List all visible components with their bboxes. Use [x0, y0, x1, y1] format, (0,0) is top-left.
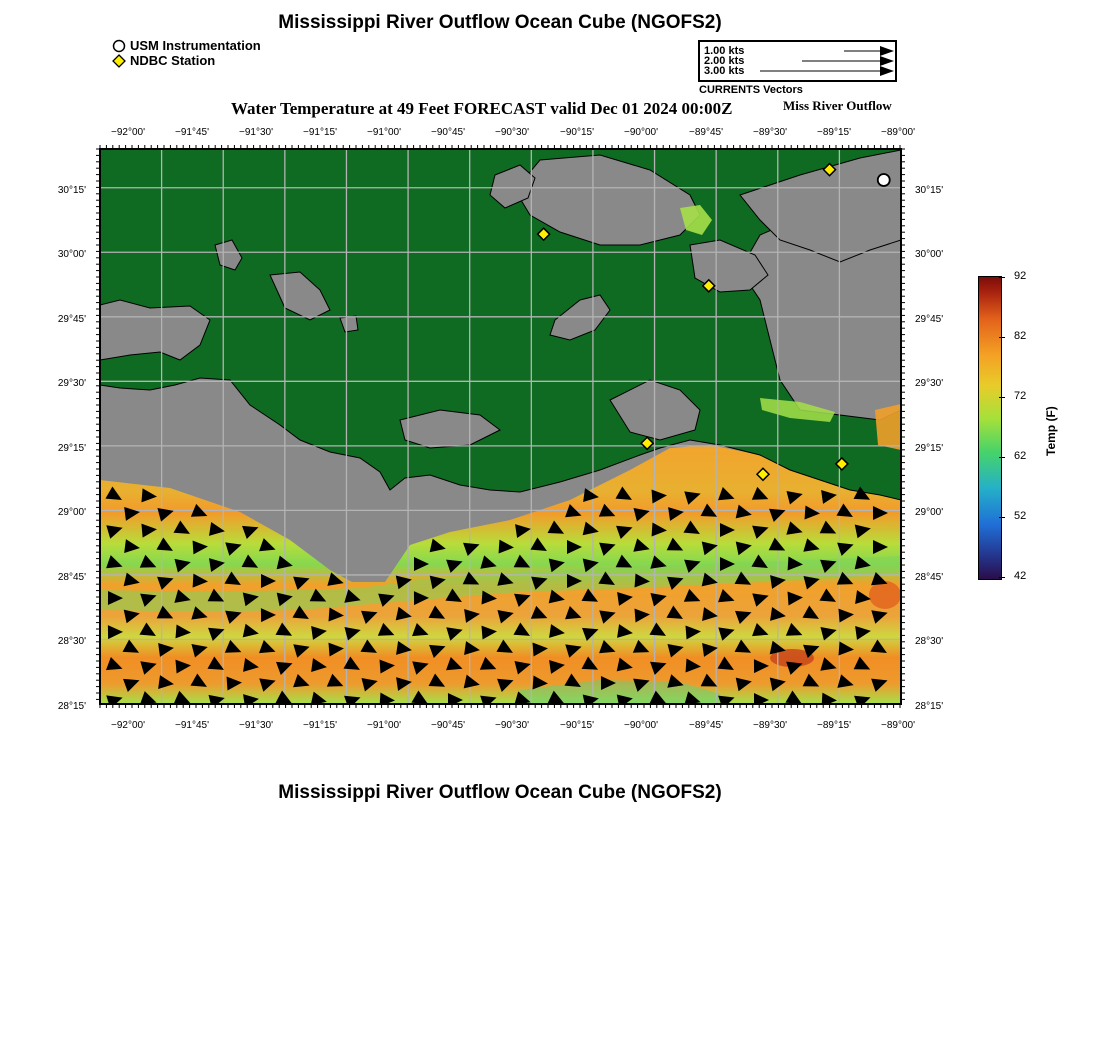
legend-ndbc-label: NDBC Station — [130, 53, 216, 68]
lat-label: 29°30' — [915, 378, 944, 389]
lat-label: 28°45' — [915, 572, 944, 583]
colorbar-tickmark — [999, 517, 1005, 518]
lon-label: −89°00' — [881, 127, 915, 138]
lat-label: 29°45' — [57, 314, 86, 325]
lat-label: 28°30' — [57, 636, 86, 647]
lon-label: −90°15' — [560, 720, 594, 731]
lat-label: 28°15' — [57, 701, 86, 712]
lon-label: −92°00' — [111, 720, 145, 731]
usm-instrument-marker[interactable] — [878, 174, 890, 186]
lon-label: −91°45' — [175, 127, 209, 138]
lat-label: 28°45' — [57, 572, 86, 583]
lon-label: −90°30' — [495, 127, 529, 138]
colorbar-tickmark — [999, 577, 1005, 578]
colorbar-tick: 82 — [1014, 330, 1027, 342]
colorbar-tickmark — [999, 337, 1005, 338]
colorbar-tickmark — [999, 397, 1005, 398]
lon-label: −89°45' — [689, 720, 723, 731]
vector-scale-3: 3.00 kts — [704, 65, 745, 77]
colorbar-tick: 52 — [1014, 510, 1027, 522]
vector-scale-1: 1.00 kts — [704, 45, 745, 57]
colorbar-tick: 42 — [1014, 570, 1027, 582]
lon-label: −89°00' — [881, 720, 915, 731]
lat-label: 29°15' — [57, 443, 86, 454]
lon-label: −89°30' — [753, 720, 787, 731]
lon-label: −91°15' — [303, 127, 337, 138]
colorbar-tickmark — [999, 457, 1005, 458]
lat-label: 30°00' — [915, 249, 944, 260]
legend-usm-label: USM Instrumentation — [130, 38, 261, 53]
lon-label: −89°15' — [817, 127, 851, 138]
warm-water-spot-east — [869, 581, 901, 609]
lon-label: −89°45' — [689, 127, 723, 138]
lat-label: 30°00' — [57, 249, 86, 260]
lon-label: −90°30' — [495, 720, 529, 731]
lat-labels-right — [915, 185, 943, 712]
lon-labels-bottom — [111, 720, 915, 731]
map-title: Mississippi River Outflow Ocean Cube (NGOFS2) — [278, 12, 722, 33]
lon-label: −89°15' — [817, 720, 851, 731]
colorbar-label: Temp (F) — [1044, 406, 1058, 456]
vector-caption: CURRENTS Vectors — [699, 84, 803, 96]
lon-label: −91°30' — [239, 127, 273, 138]
lat-label: 29°45' — [915, 314, 944, 325]
coastal-water-patch-2 — [875, 404, 901, 450]
lon-label: −91°15' — [303, 720, 337, 731]
lon-labels-top — [111, 127, 915, 138]
lat-label: 30°15' — [57, 185, 86, 196]
region-label: Miss River Outflow — [783, 98, 892, 113]
lat-labels-left — [58, 185, 86, 712]
lon-label: −90°00' — [624, 720, 658, 731]
colorbar-tick: 72 — [1014, 390, 1027, 402]
lon-label: −90°15' — [560, 127, 594, 138]
lon-label: −90°00' — [624, 127, 658, 138]
lat-label: 28°15' — [915, 701, 944, 712]
lon-label: −90°45' — [431, 720, 465, 731]
colorbar-tick: 62 — [1014, 450, 1027, 462]
colorbar-tick: 92 — [1014, 270, 1027, 282]
colorbar-tickmark — [999, 277, 1005, 278]
lon-label: −91°45' — [175, 720, 209, 731]
lon-label: −89°30' — [753, 127, 787, 138]
lat-label: 29°00' — [915, 507, 944, 518]
vector-scale-2: 2.00 kts — [704, 55, 745, 67]
map-subtitle: Water Temperature at 49 Feet FORECAST valid Dec 01 2024 00:00Z — [231, 99, 733, 118]
lon-label: −91°00' — [367, 720, 401, 731]
lat-label: 28°30' — [915, 636, 944, 647]
lon-label: −91°30' — [239, 720, 273, 731]
lon-label: −91°00' — [367, 127, 401, 138]
lat-label: 30°15' — [915, 185, 944, 196]
lat-label: 29°30' — [57, 378, 86, 389]
temperature-colorbar — [978, 276, 1002, 580]
lon-label: −90°45' — [431, 127, 465, 138]
bottom-title: Mississippi River Outflow Ocean Cube (NGOFS2) — [278, 782, 722, 803]
lon-label: −92°00' — [111, 127, 145, 138]
lat-label: 29°00' — [57, 507, 86, 518]
lat-label: 29°15' — [915, 443, 944, 454]
